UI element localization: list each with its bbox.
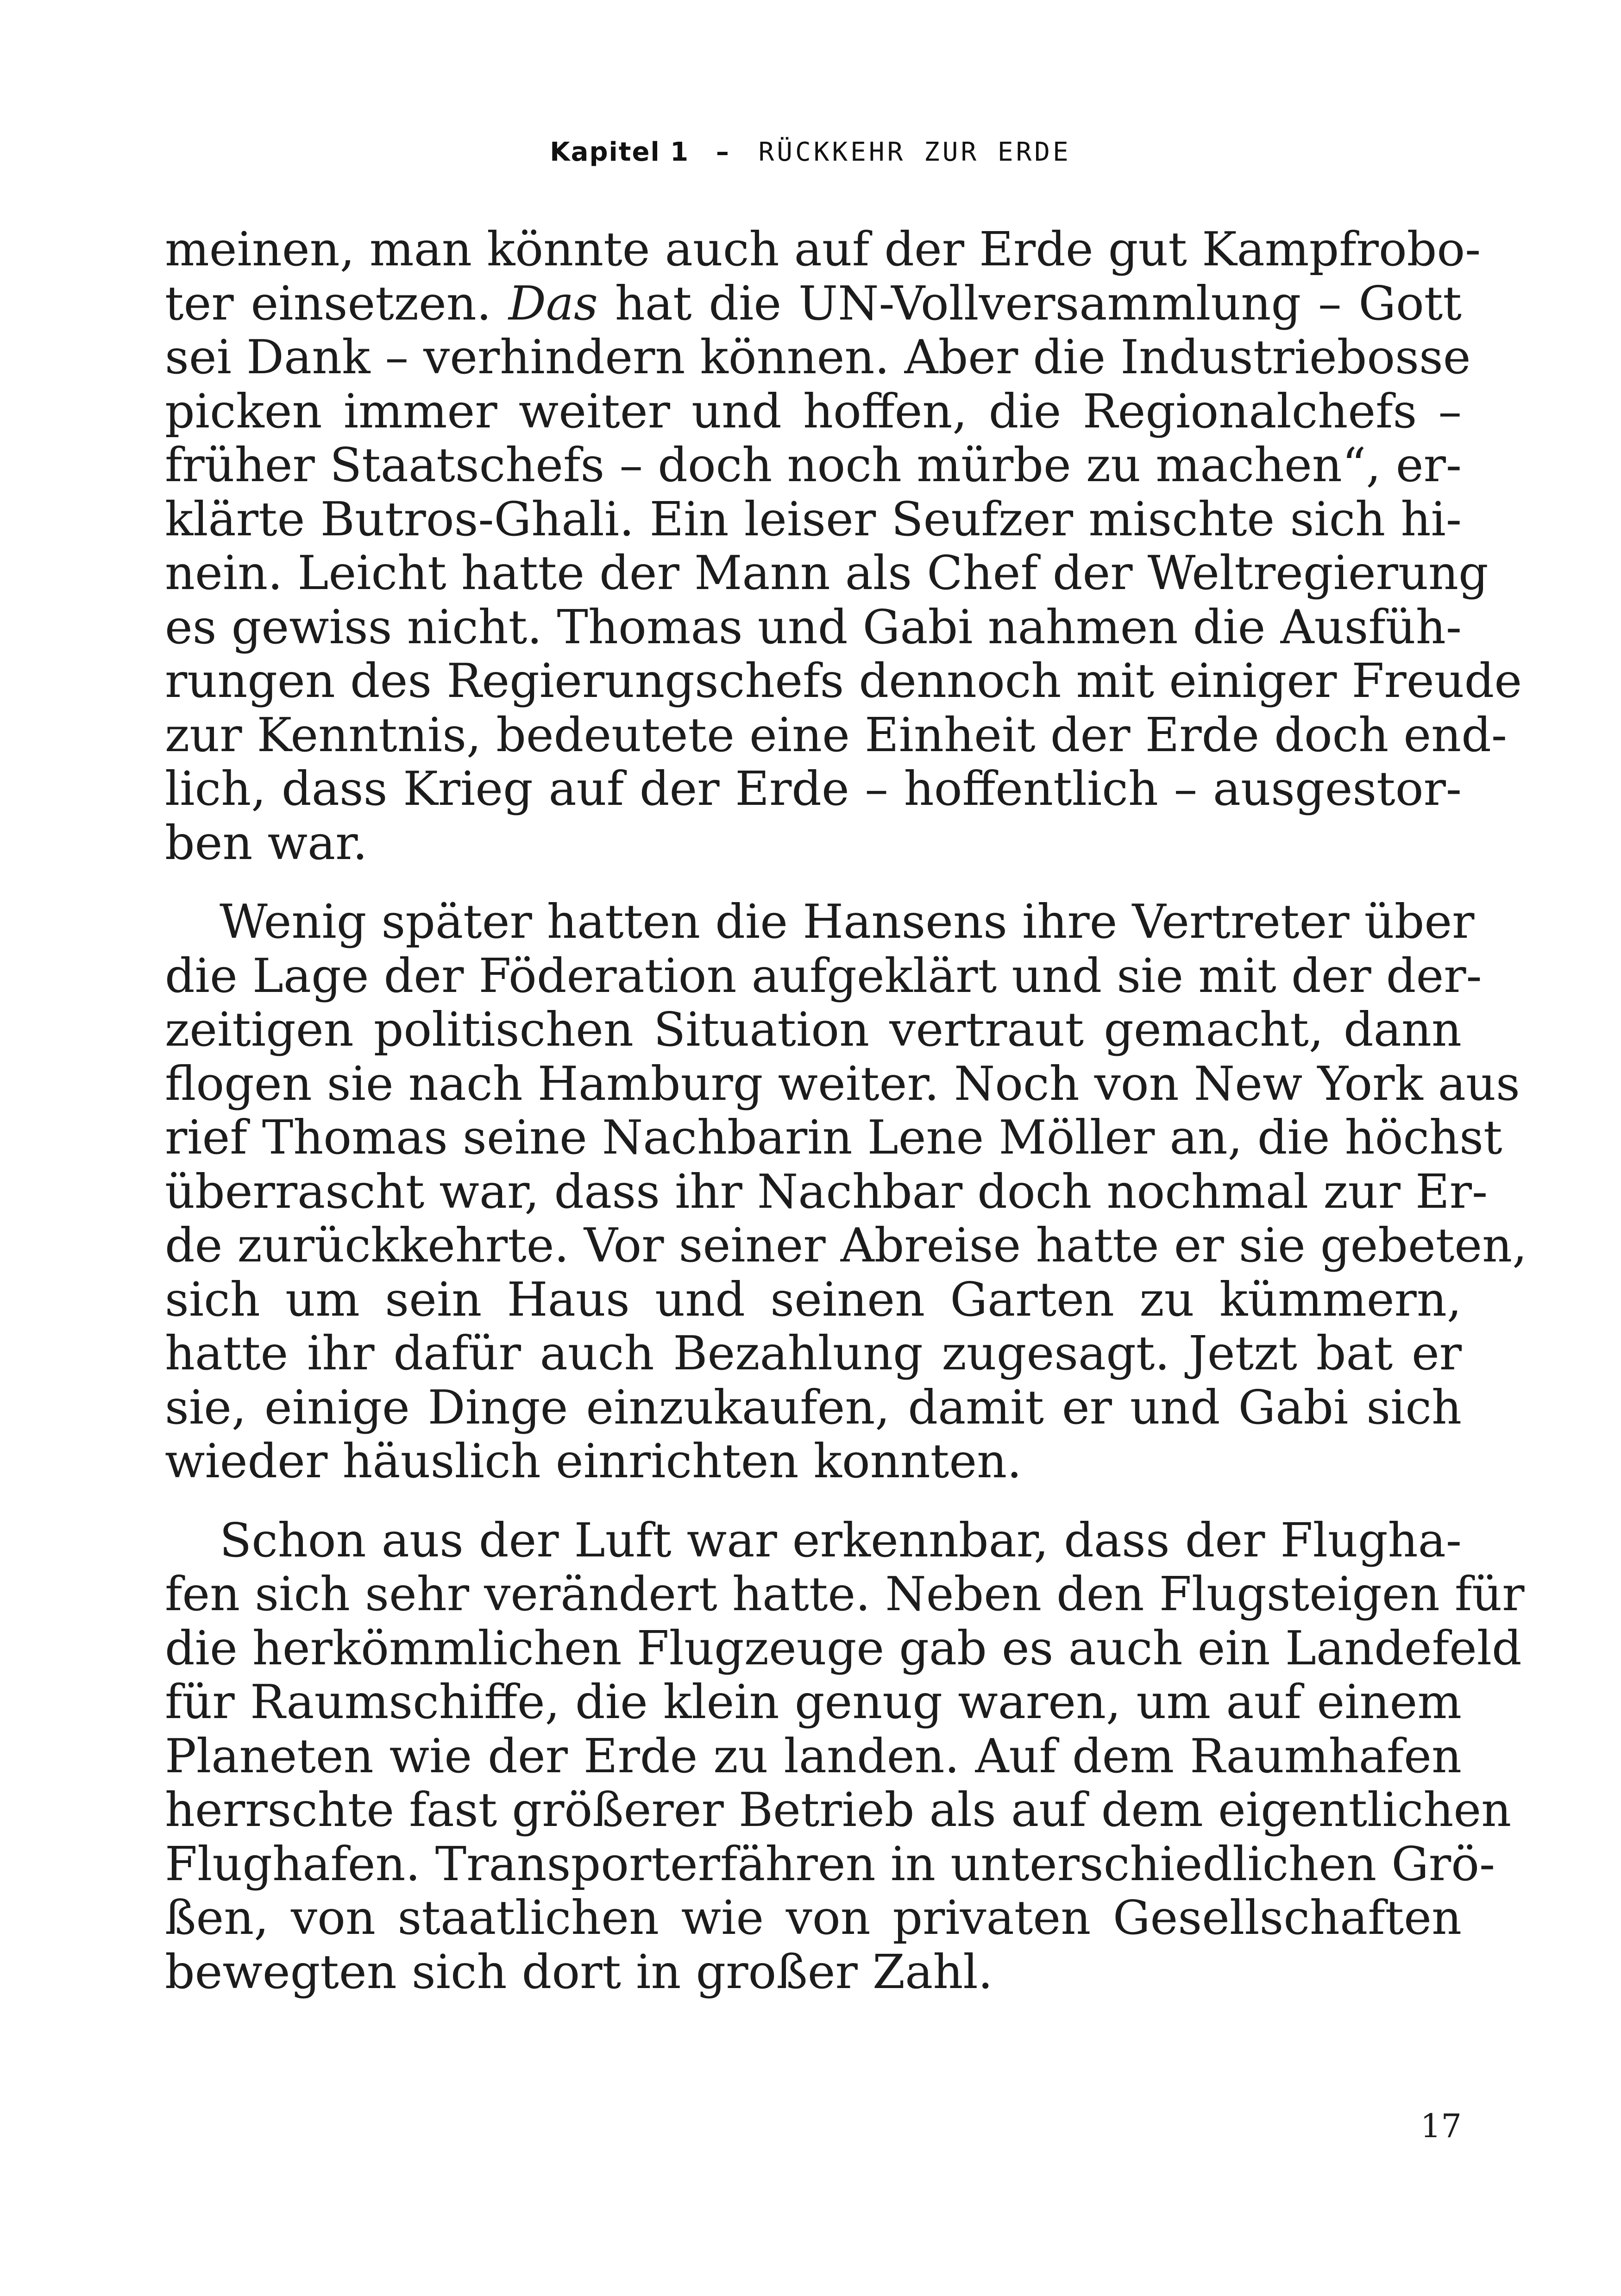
text-line: ter einsetzen. Das hat die UN-Vollversammlung – Gott: [165, 276, 1462, 331]
text-line: bewegten sich dort in großer Zahl.: [165, 1944, 993, 1999]
text-line: sich um sein Haus und seinen Garten zu kümmern,: [165, 1272, 1462, 1327]
running-header: [0, 137, 1621, 167]
text-line: früher Staatschefs – doch noch mürbe zu machen“, er-: [165, 438, 1462, 492]
text-line: die herkömmlichen Flugzeuge gab es auch ein Landefeld: [165, 1620, 1522, 1675]
text-line: Planeten wie der Erde zu landen. Auf dem Raumhafen: [165, 1728, 1462, 1783]
text-line: picken immer weiter und hoffen, die Regionalchefs –: [165, 383, 1462, 439]
text-line: Schon aus der Luft war erkennbar, dass der Flugha-: [220, 1512, 1462, 1568]
text-line: de zurückkehrte. Vor seiner Abreise hatte er sie gebeten,: [165, 1218, 1527, 1273]
text-line: die Lage der Föderation aufgeklärt und sie mit der der-: [165, 948, 1482, 1003]
text-line: rief Thomas seine Nachbarin Lene Möller an, die höchst: [165, 1110, 1502, 1165]
text-line: rungen des Regierungschefs dennoch mit einiger Freude: [165, 653, 1522, 708]
text-line: wieder häuslich einrichten konnten.: [165, 1434, 1022, 1488]
paragraph-gap: [165, 870, 1462, 895]
text-line: zur Kenntnis, bedeutete eine Einheit der Erde doch end-: [165, 707, 1507, 762]
text-line: Flughafen. Transporterfähren in unterschiedlichen Grö-: [165, 1836, 1495, 1891]
text-line: sie, einige Dinge einzukaufen, damit er und Gabi sich: [165, 1380, 1462, 1435]
chapter-title: RÜCKKEHR ZUR ERDE: [758, 137, 1071, 167]
text-line: es gewiss nicht. Thomas und Gabi nahmen die Ausfüh-: [165, 599, 1462, 654]
text-line: ßen, von staatlichen wie von privaten Gesellschaften: [165, 1890, 1462, 1945]
chapter-label: Kapitel 1: [550, 137, 690, 167]
text-line: Wenig später hatten die Hansens ihre Vertreter über: [220, 894, 1475, 949]
text-line: herrschte fast größerer Betrieb als auf dem eigentlichen: [165, 1782, 1512, 1837]
text-line: hatte ihr dafür auch Bezahlung zugesagt. Jetzt bat er: [165, 1326, 1462, 1380]
text-line: nein. Leicht hatte der Mann als Chef der Weltregierung: [165, 546, 1489, 600]
paragraph: [165, 222, 1522, 870]
text-line: sei Dank – verhindern können. Aber die Industriebosse: [165, 330, 1471, 384]
text-line: flogen sie nach Hamburg weiter. Noch von New York aus: [165, 1056, 1520, 1111]
text-line: ben war.: [165, 815, 368, 870]
body-text: [165, 222, 1527, 1999]
paragraph-gap: [165, 1488, 1462, 1513]
text-line: überrascht war, dass ihr Nachbar doch nochmal zur Er-: [165, 1164, 1488, 1219]
text-line: lich, dass Krieg auf der Erde – hoffentlich – ausgestor-: [165, 761, 1462, 816]
paragraph: [165, 894, 1527, 1488]
text-line: meinen, man könnte auch auf der Erde gut Kampfrobo-: [165, 222, 1481, 276]
text-line: klärte Butros-Ghali. Ein leiser Seufzer mischte sich hi-: [165, 491, 1462, 546]
text-line: für Raumschiffe, die klein genug waren, um auf einem: [165, 1675, 1462, 1729]
paragraph: [165, 1512, 1525, 1999]
text-line: zeitigen politischen Situation vertraut gemacht, dann: [165, 1002, 1462, 1057]
page-number: 17: [1420, 2107, 1462, 2145]
text-line: fen sich sehr verändert hatte. Neben den Flugsteigen für: [165, 1567, 1525, 1621]
header-separator: –: [716, 137, 732, 167]
